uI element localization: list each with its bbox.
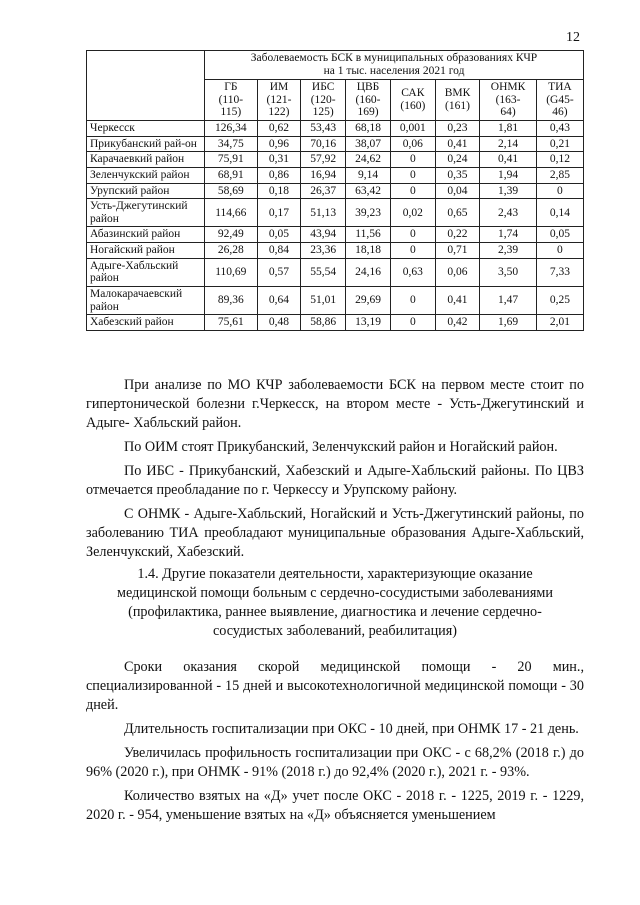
paragraph: По ИБС - Прикубанский, Хабезский и Адыге-Хабльский районы. По ЦВЗ отмечается преобладание по г. Черкессу и Урупскому району. — [86, 463, 584, 498]
table-cell: 7,33 — [536, 258, 583, 286]
table-cell: 0,12 — [536, 152, 583, 168]
table-row — [87, 258, 584, 286]
table-cell: 1,47 — [480, 287, 537, 315]
table-cell: 0,24 — [435, 152, 479, 168]
table-cell: 0,001 — [390, 121, 435, 137]
table-cell: 11,56 — [346, 227, 391, 243]
table-cell: 0 — [390, 243, 435, 259]
paragraph: С ОНМК - Адыге-Хабльский, Ногайский и Усть-Джегутинский районы, по заболеванию ТИА преобладают муниципальные образования Адыге-Хабльский, Зеленчукский, Хабезский. — [86, 506, 584, 560]
district-name: Урупский район — [87, 183, 205, 199]
paragraph: Количество взятых на «Д» учет после ОКС - 2018 г. - 1225, 2019 г. - 1229, 2020 г. - 954, уменьшение взятых на «Д» объясняется уменьшением — [86, 788, 584, 823]
district-name: Малокарачаевский район — [87, 287, 205, 315]
table-cell: 0,22 — [435, 227, 479, 243]
table-cell: 110,69 — [205, 258, 258, 286]
table-row — [87, 152, 584, 168]
table-cell: 0 — [536, 183, 583, 199]
table-cell: 63,42 — [346, 183, 391, 199]
table-cell: 0,41 — [435, 287, 479, 315]
table-row — [87, 243, 584, 259]
table-cell: 0,31 — [257, 152, 301, 168]
table-cell: 0,65 — [435, 199, 479, 227]
column-header: ИМ (121- 122) — [257, 80, 301, 121]
indicators-text — [86, 658, 584, 830]
district-name: Черкесск — [87, 121, 205, 137]
column-header: ТИА (G45- 46) — [536, 80, 583, 121]
table-cell: 18,18 — [346, 243, 391, 259]
column-header: ИБС (120- 125) — [301, 80, 346, 121]
table-cell: 0,42 — [435, 315, 479, 331]
paragraph: При анализе по МО КЧР заболеваемости БСК на первом месте стоит по гипертонической болезни г.Черкесск, на втором месте - Усть-Джегутинский и Адыге- Хабльский район. — [86, 377, 584, 431]
table-cell: 57,92 — [301, 152, 346, 168]
table-corner — [87, 51, 205, 121]
table-cell: 92,49 — [205, 227, 258, 243]
table-cell: 1,74 — [480, 227, 537, 243]
table-cell: 0,86 — [257, 167, 301, 183]
table-cell: 0,96 — [257, 136, 301, 152]
table-cell: 0,57 — [257, 258, 301, 286]
district-name: Прикубанский рай-он — [87, 136, 205, 152]
column-header: ВМК (161) — [435, 80, 479, 121]
district-name: Карачаевкий район — [87, 152, 205, 168]
table-cell: 0 — [390, 315, 435, 331]
table-cell: 24,62 — [346, 152, 391, 168]
table-cell: 2,43 — [480, 199, 537, 227]
table-cell: 0,71 — [435, 243, 479, 259]
column-header: ОНМК (163- 64) — [480, 80, 537, 121]
table-cell: 34,75 — [205, 136, 258, 152]
table-cell: 1,69 — [480, 315, 537, 331]
table-cell: 1,81 — [480, 121, 537, 137]
table-cell: 75,91 — [205, 152, 258, 168]
table-cell: 114,66 — [205, 199, 258, 227]
table-cell: 0,84 — [257, 243, 301, 259]
table-cell: 0,05 — [257, 227, 301, 243]
table-cell: 53,43 — [301, 121, 346, 137]
table-cell: 0 — [536, 243, 583, 259]
table-cell: 1,94 — [480, 167, 537, 183]
table-cell: 1,39 — [480, 183, 537, 199]
table-cell: 0,41 — [480, 152, 537, 168]
table-cell: 0 — [390, 227, 435, 243]
table-cell: 9,14 — [346, 167, 391, 183]
table-cell: 16,94 — [301, 167, 346, 183]
table-cell: 70,16 — [301, 136, 346, 152]
table-cell: 0,06 — [435, 258, 479, 286]
table-cell: 0,48 — [257, 315, 301, 331]
table-cell: 2,39 — [480, 243, 537, 259]
table-body — [87, 121, 584, 331]
table-cell: 0,18 — [257, 183, 301, 199]
table-cell: 24,16 — [346, 258, 391, 286]
paragraph: Длительность госпитализации при ОКС - 10 дней, при ОНМК 17 - 21 день. — [124, 721, 579, 737]
district-name: Хабезский район — [87, 315, 205, 331]
table-row — [87, 287, 584, 315]
table-cell: 2,01 — [536, 315, 583, 331]
table-row — [87, 199, 584, 227]
district-name: Ногайский район — [87, 243, 205, 259]
table-cell: 26,28 — [205, 243, 258, 259]
table-cell: 0,23 — [435, 121, 479, 137]
table-cell: 58,69 — [205, 183, 258, 199]
table-cell: 26,37 — [301, 183, 346, 199]
table-cell: 0 — [390, 152, 435, 168]
table-cell: 0,21 — [536, 136, 583, 152]
table-row — [87, 121, 584, 137]
column-header: ЦВБ (160- 169) — [346, 80, 391, 121]
table-cell: 0,64 — [257, 287, 301, 315]
table-cell: 0,06 — [390, 136, 435, 152]
paragraph: Сроки оказания скорой медицинской помощи - 20 мин., специализированной - 15 дней и высокотехнологичной медицинской помощи - 30 дней. — [86, 659, 584, 713]
table-row — [87, 136, 584, 152]
table-cell: 0,62 — [257, 121, 301, 137]
table-cell: 23,36 — [301, 243, 346, 259]
table-row — [87, 227, 584, 243]
table-cell: 51,13 — [301, 199, 346, 227]
district-name: Зеленчукский район — [87, 167, 205, 183]
column-header: ГБ (110- 115) — [205, 80, 258, 121]
table-cell: 39,23 — [346, 199, 391, 227]
table-cell: 0,43 — [536, 121, 583, 137]
section-heading: 1.4. Другие показатели деятельности, характеризующие оказание медицинской помощи больным с сердечно-сосудистыми заболеваниями (профилактика, раннее выявление, диагностика и лечение сердечно-сосудистых заболеваний, реабилитация) — [117, 566, 553, 639]
paragraph: Увеличилась профильность госпитализации при ОКС - с 68,2% (2018 г.) до 96% (2020 г.), при ОНМК - 91% (2018 г.) до 92,4% (2020 г.), 2021 г. - 93%. — [86, 745, 584, 780]
page-number: 12 — [566, 30, 580, 45]
table-cell: 0,25 — [536, 287, 583, 315]
morbidity-table — [86, 50, 584, 331]
table-cell: 0 — [390, 167, 435, 183]
table-caption: Заболеваемость БСК в муниципальных образованиях КЧР на 1 тыс. населения 2021 год — [205, 51, 584, 80]
paragraph: По ОИМ стоят Прикубанский, Зеленчукский район и Ногайский район. — [124, 439, 558, 455]
table-cell: 0,63 — [390, 258, 435, 286]
table-cell: 2,14 — [480, 136, 537, 152]
table-cell: 55,54 — [301, 258, 346, 286]
column-header: САК (160) — [390, 80, 435, 121]
table-cell: 0,04 — [435, 183, 479, 199]
table-cell: 2,85 — [536, 167, 583, 183]
table-cell: 13,19 — [346, 315, 391, 331]
district-name: Адыге-Хабльский район — [87, 258, 205, 286]
table-cell: 0,17 — [257, 199, 301, 227]
table-cell: 43,94 — [301, 227, 346, 243]
table-cell: 68,91 — [205, 167, 258, 183]
table-row — [87, 183, 584, 199]
district-name: Абазинский район — [87, 227, 205, 243]
table-cell: 75,61 — [205, 315, 258, 331]
table-cell: 51,01 — [301, 287, 346, 315]
table-cell: 0,05 — [536, 227, 583, 243]
table-cell: 0 — [390, 183, 435, 199]
table-row — [87, 167, 584, 183]
table-cell: 58,86 — [301, 315, 346, 331]
table-cell: 0,02 — [390, 199, 435, 227]
table-cell: 89,36 — [205, 287, 258, 315]
table-cell: 29,69 — [346, 287, 391, 315]
table-cell: 68,18 — [346, 121, 391, 137]
table-cell: 0 — [390, 287, 435, 315]
table-row — [87, 315, 584, 331]
table-cell: 0,35 — [435, 167, 479, 183]
district-name: Усть-Джегутинский район — [87, 199, 205, 227]
table-cell: 3,50 — [480, 258, 537, 286]
table-cell: 0,14 — [536, 199, 583, 227]
analysis-text — [86, 376, 584, 567]
table-cell: 38,07 — [346, 136, 391, 152]
table-cell: 0,41 — [435, 136, 479, 152]
table-cell: 126,34 — [205, 121, 258, 137]
